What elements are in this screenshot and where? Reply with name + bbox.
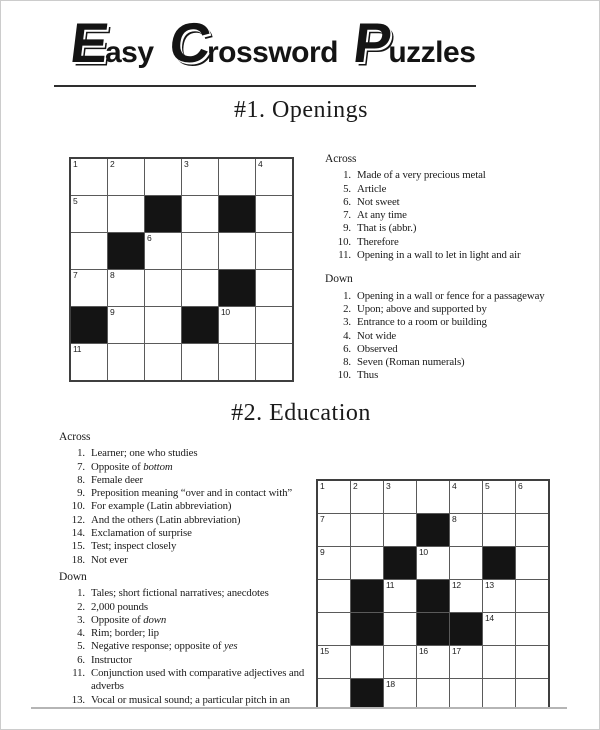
letter-cell [384,481,416,513]
clue-item [325,356,596,369]
letter-cell [219,307,255,343]
letter-cell [450,679,482,707]
clue-item [59,554,312,567]
letter-cell [256,196,292,232]
clue-item [325,369,596,382]
letter-cell [182,233,218,269]
letter-cell [145,344,181,380]
clue-text: Not ever [91,553,128,566]
clue-section-label: Down [59,570,87,583]
clue-section-label: Across [59,431,91,443]
clue-item [325,169,596,182]
clue-number: 13. [71,693,85,706]
clue-text: Preposition meaning “over and in contact with” [91,487,293,500]
masthead-rule [54,85,476,87]
cell-number: 11 [386,580,395,590]
cell-number: 3 [386,481,391,491]
clue-text: Opposite of down [91,613,167,626]
letter-cell [450,481,482,513]
cell-number: 7 [320,514,325,524]
letter-cell [108,307,144,343]
blocked-cell [417,613,449,645]
letter-cell [351,547,383,579]
clue-text: 2,000 pounds [91,600,148,613]
clue-item [59,500,312,513]
letter-cell [219,233,255,269]
letter-cell [516,481,548,513]
clue-text: Entrance to a room or building [357,316,487,329]
letter-cell [417,646,449,678]
cell-number: 6 [147,233,152,243]
logo-word-rest: uzzles [388,36,476,69]
letter-cell [182,196,218,232]
cell-number: 2 [353,481,358,491]
clue-text: Tales; short fictional narratives; anecdotes [91,587,269,600]
cell-number: 17 [452,646,461,656]
clue-item [59,601,312,614]
letter-cell [516,679,548,707]
clue-text: Made of a very precious metal [357,169,486,182]
letter-cell [108,344,144,380]
letter-cell [256,270,292,306]
letter-cell [108,196,144,232]
clue-item [325,222,596,235]
blocked-cell [351,580,383,612]
clue-number: 7. [77,460,85,473]
puzzle-2-grid-clip [316,479,558,707]
clue-section-label: Down [325,273,353,286]
clue-text: Opening in a wall or fence for a passageway [357,289,545,302]
clue-item [59,640,312,653]
clue-number: 12. [71,513,85,526]
cell-number: 6 [518,481,523,491]
cell-number: 1 [320,481,325,491]
clue-number: 14. [71,527,85,540]
letter-cell [256,344,292,380]
clue-section [59,587,312,707]
easy-crossword-puzzles-logo [1,11,545,85]
clue-text: Negative response; opposite of yes [91,640,238,653]
letter-cell [182,159,218,195]
letter-cell [417,679,449,707]
clue-item [59,694,312,707]
clue-section [59,447,312,567]
letter-cell [318,580,350,612]
letter-cell [450,646,482,678]
cell-number: 8 [452,514,457,524]
clue-number: 18. [71,553,85,566]
letter-cell [417,481,449,513]
clue-number: 3. [343,316,351,329]
letter-cell [219,344,255,380]
clue-number: 1. [77,587,85,600]
cell-number: 15 [320,646,329,656]
clue-number: 5. [77,640,85,653]
clue-text: At any time [357,209,407,222]
cell-number: 13 [485,580,494,590]
cell-number: 5 [73,196,78,206]
letter-cell [483,646,515,678]
cell-number: 11 [73,344,82,354]
clue-number: 2. [343,302,351,315]
clue-text: Conjunction used with comparative adjectives and adverbs [91,667,305,693]
logo-word [350,11,476,85]
letter-cell [145,233,181,269]
letter-cell [182,270,218,306]
clue-text: Vocal or musical sound; a particular pitch in an [91,693,290,706]
clue-item [59,487,312,500]
clue-number: 6. [343,342,351,355]
letter-cell [145,159,181,195]
clue-item [59,527,312,540]
clue-item [59,627,312,640]
blocked-cell [219,270,255,306]
letter-cell [71,196,107,232]
letter-cell [384,580,416,612]
letter-cell [145,307,181,343]
letter-cell [256,159,292,195]
logo-word-rest: asy [104,36,154,69]
clue-number: 6. [77,653,85,666]
clue-number: 15. [71,540,85,553]
letter-cell [384,613,416,645]
letter-cell [71,270,107,306]
cell-number: 2 [110,159,115,169]
letter-cell [256,307,292,343]
clue-text: Instructor [91,653,132,666]
letter-cell [450,580,482,612]
clue-item [325,236,596,249]
cell-number: 9 [110,307,115,317]
cell-number: 5 [485,481,490,491]
clue-number: 2. [77,600,85,613]
clue-item [59,654,312,667]
page-bottom-edge [31,707,567,709]
letter-cell [318,547,350,579]
clue-text: And the others (Latin abbreviation) [91,513,241,526]
clue-item [59,614,312,627]
clue-number: 10. [337,369,351,382]
puzzle-1-heading: #1. Openings [234,97,368,123]
blocked-cell [145,196,181,232]
clue-number: 1. [77,447,85,460]
clue-number: 5. [343,182,351,195]
clue-number: 4. [77,627,85,640]
letter-cell [516,646,548,678]
letter-cell [516,514,548,546]
clue-text: Upon; above and supported by [357,302,487,315]
clue-number: 8. [77,473,85,486]
blocked-cell [384,547,416,579]
letter-cell [351,481,383,513]
blocked-cell [450,613,482,645]
clue-number: 9. [77,487,85,500]
cell-number: 12 [452,580,461,590]
clue-number: 3. [77,613,85,626]
cell-number: 8 [110,270,115,280]
clue-number: 9. [343,222,351,235]
clue-number: 4. [343,329,351,342]
cell-number: 9 [320,547,325,557]
clue-item [325,209,596,222]
clue-text: Female deer [91,473,143,486]
clue-number: 6. [343,195,351,208]
blocked-cell [417,514,449,546]
letter-cell [145,270,181,306]
cell-number: 10 [419,547,428,557]
clue-section [325,169,596,262]
clue-item [59,474,312,487]
cell-number: 14 [485,613,494,623]
clue-text: Seven (Roman numerals) [357,356,465,369]
letter-cell [108,270,144,306]
letter-cell [384,646,416,678]
puzzle-1-crossword-grid [69,157,294,382]
letter-cell [483,679,515,707]
clue-section-label: Across [325,153,357,165]
letter-cell [483,514,515,546]
clue-text: Learner; one who studies [91,447,198,460]
clue-item [325,343,596,356]
clue-item [59,514,312,527]
clue-text: Exclamation of surprise [91,527,192,540]
puzzle-2-heading: #2. Education [231,400,371,426]
clue-item [59,540,312,553]
clue-text: Thus [357,369,379,382]
clue-item [59,447,312,460]
cell-number: 1 [73,159,78,169]
cell-number: 4 [258,159,263,169]
letter-cell [351,514,383,546]
blocked-cell [351,679,383,707]
clue-number: 8. [343,356,351,369]
logo-initial-letter: P [350,11,394,74]
blocked-cell [182,307,218,343]
clue-item [325,290,596,303]
letter-cell [318,514,350,546]
puzzle-2-clues [59,431,312,707]
cell-number: 7 [73,270,78,280]
letter-cell [71,159,107,195]
clue-number: 1. [343,169,351,182]
clue-section [325,290,596,383]
letter-cell [483,481,515,513]
clue-item [325,316,596,329]
logo-initial-letter: E [66,11,110,74]
letter-cell [483,580,515,612]
cell-number: 16 [419,646,428,656]
logo-initial-letter: C [165,11,212,74]
letter-cell [318,481,350,513]
puzzle-2-crossword-grid [316,479,550,707]
clue-text: Observed [357,342,398,355]
letter-cell [516,580,548,612]
letter-cell [351,646,383,678]
cell-number: 3 [184,159,189,169]
clue-text: Rim; border; lip [91,627,159,640]
cell-number: 18 [386,679,395,689]
letter-cell [450,547,482,579]
letter-cell [318,646,350,678]
letter-cell [384,514,416,546]
clue-text: That is (abbr.) [357,222,417,235]
letter-cell [417,547,449,579]
letter-cell [256,233,292,269]
clue-item [59,587,312,600]
clue-number: 10. [71,500,85,513]
clue-number: 1. [343,289,351,302]
cell-number: 10 [221,307,230,317]
clue-text: For example (Latin abbreviation) [91,500,232,513]
clue-item [325,303,596,316]
clue-item [59,461,312,474]
clue-item [325,249,596,262]
clue-number: 11. [72,667,85,680]
clue-item [325,183,596,196]
letter-cell [219,159,255,195]
clue-text: Opening in a wall to let in light and air [357,249,521,262]
letter-cell [182,344,218,380]
blocked-cell [219,196,255,232]
clue-text: Article [357,182,387,195]
letter-cell [384,679,416,707]
letter-cell [318,613,350,645]
logo-word-rest: rossword [206,36,338,69]
blocked-cell [71,307,107,343]
blocked-cell [351,613,383,645]
letter-cell [71,233,107,269]
blocked-cell [483,547,515,579]
clue-item [325,196,596,209]
clue-number: 7. [343,209,351,222]
clue-text: Opposite of bottom [91,460,173,473]
clue-item [59,667,312,694]
logo-word [66,11,154,85]
letter-cell [450,514,482,546]
letter-cell [516,613,548,645]
letter-cell [108,159,144,195]
clue-item [325,330,596,343]
puzzle-1-clues [325,153,596,383]
blocked-cell [108,233,144,269]
clue-number: 11. [338,249,351,262]
logo-word [165,11,338,85]
letter-cell [516,547,548,579]
clue-number: 10. [337,235,351,248]
blocked-cell [417,580,449,612]
cell-number: 4 [452,481,457,491]
clue-text: Therefore [357,235,399,248]
clue-text: Not wide [357,329,397,342]
letter-cell [71,344,107,380]
letter-cell [318,679,350,707]
clue-text: Test; inspect closely [91,540,177,553]
clue-text: Not sweet [357,195,400,208]
letter-cell [483,613,515,645]
